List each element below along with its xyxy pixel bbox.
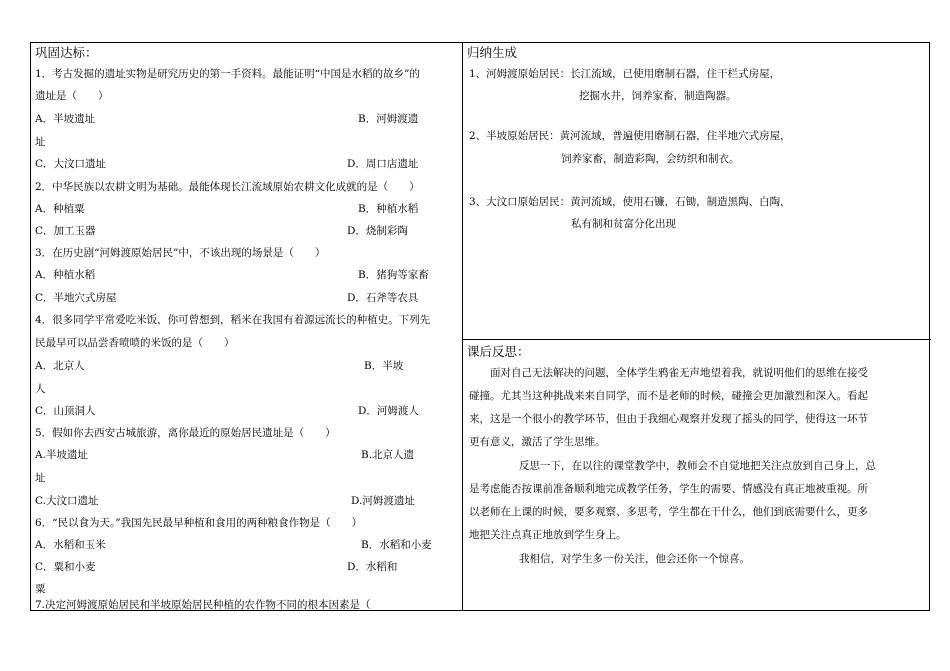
question-6-stem: 6．“民以食为天。”我国先民最早种植和食用的两种粮食作物是（ ） xyxy=(35,517,363,529)
summary-heading: 归纳生成 xyxy=(467,45,518,60)
question-2-stem: 2．中华民族以农耕文明为基础。最能体现长江流域原始农耕文化成就的是（ ） xyxy=(35,181,420,193)
q2-option-d: D．烧制彩陶 xyxy=(347,225,408,237)
summary-item-1: 1、河姆渡原始居民：长江流域，已使用磨制石器，住干栏式房屋， xyxy=(469,68,781,80)
question-7-stem: 7.决定河姆渡原始居民和半坡原始居民种植的农作物不同的根本因素是（ xyxy=(35,599,371,611)
summary-item-1-cont: 挖掘水井，饲养家畜，制造陶器。 xyxy=(579,90,737,102)
reflection-line-3: 来，这是一个很小的教学环节，但由于我细心观察并发现了摇头的同学，使得这一环节 xyxy=(469,413,868,425)
reflection-line-2: 碰撞。尤其当这种挑战来来自同学，而不是老师的时候，碰撞会更加激烈和深入。看起 xyxy=(469,390,868,402)
q1-option-b-wrap: 址 xyxy=(35,136,46,148)
q2-option-c: C．加工玉器 xyxy=(35,225,96,237)
reflection-line-7: 以老师在上课的时候，要多观察、多思考，学生都在干什么，他们到底需要什么，更多 xyxy=(469,506,868,518)
question-5-stem: 5．假如你去西安古城旅游，离你最近的原始居民遗址是（ ） xyxy=(35,427,336,439)
q6-option-c: C．粟和小麦 xyxy=(35,561,96,573)
reflection-line-1: 面对自己无法解决的问题，全体学生鸦雀无声地望着我，就说明他们的思维在接受 xyxy=(490,367,868,379)
reflection-line-4: 更有意义，激活了学生思维。 xyxy=(469,436,606,448)
q1-option-b: B．河姆渡遗 xyxy=(358,113,419,125)
q3-option-d: D．石斧等农具 xyxy=(347,292,419,304)
q5-option-b-wrap: 址 xyxy=(35,472,46,484)
q5-option-c: C.大汶口遗址 xyxy=(35,495,99,507)
q4-option-c: C．山顶洞人 xyxy=(35,405,96,417)
worksheet-table xyxy=(30,42,930,611)
reflection-heading: 课后反思： xyxy=(467,344,530,359)
question-3-stem: 3．在历史剧“河姆渡原始居民”中，不该出现的场景是（ ） xyxy=(35,247,326,259)
q4-option-b-wrap: 人 xyxy=(35,383,46,395)
question-4-stem-cont: 民最早可以品尝香喷喷的米饭的是（ ） xyxy=(35,337,235,349)
summary-item-2-cont: 饲养家畜，制造彩陶，会纺织和制衣。 xyxy=(561,153,740,165)
q5-option-b: B.北京人遗 xyxy=(361,449,415,461)
reflection-line-8: 地把关注点真正地放到学生身上。 xyxy=(469,529,627,541)
summary-item-2: 2、半坡原始居民：黄河流域，普遍使用磨制石器，住半地穴式房屋， xyxy=(469,130,791,142)
q2-option-b: B．种植水稻 xyxy=(358,203,419,215)
question-1-stem-cont: 遗址是（ ） xyxy=(35,90,109,102)
reflection-line-5: 反思一下，在以往的课堂教学中，教师会不自觉地把关注点放到自己身上，总 xyxy=(519,460,876,472)
q4-option-a: A．北京人 xyxy=(35,360,85,372)
summary-item-3: 3、大汶口原始居民：黄河流域，使用石镰，石锄，制造黑陶、白陶， xyxy=(469,196,791,208)
q4-option-b: B．半坡 xyxy=(364,360,404,372)
row-divider xyxy=(462,339,931,340)
q1-option-a: A．半坡遗址 xyxy=(35,113,96,125)
q3-option-a: A．种植水稻 xyxy=(35,269,96,281)
q6-option-d: D．水稻和 xyxy=(347,561,398,573)
column-divider xyxy=(462,43,463,610)
q2-option-a: A．种植粟 xyxy=(35,203,85,215)
q4-option-d: D．河姆渡人 xyxy=(358,405,419,417)
q5-option-a: A.半坡遗址 xyxy=(35,449,88,461)
q6-option-b: B．水稻和小麦 xyxy=(361,539,432,551)
q6-option-a: A．水稻和玉米 xyxy=(35,539,106,551)
summary-item-3-cont: 私有制和贫富分化出现 xyxy=(571,218,676,230)
consolidation-heading: 巩固达标： xyxy=(35,45,98,60)
q5-option-d: D.河姆渡遗址 xyxy=(351,495,415,507)
q1-option-d: D．周口店遗址 xyxy=(347,158,419,170)
q3-option-c: C．半地穴式房屋 xyxy=(35,292,117,304)
q6-option-d-wrap: 粟 xyxy=(35,583,46,595)
q3-option-b: B．猪狗等家畜 xyxy=(358,269,429,281)
reflection-line-9: 我相信，对学生多一份关注，他会还你一个惊喜。 xyxy=(519,553,750,565)
q1-option-c: C．大汶口遗址 xyxy=(35,158,107,170)
question-4-stem: 4．很多同学平常爱吃米饭，你可曾想到，稻米在我国有着源远流长的种植史。下列先 xyxy=(35,314,431,326)
question-1-stem: 1．考古发掘的遗址实物是研究历史的第一手资料。最能证明“中国是水稻的故乡”的 xyxy=(35,68,420,80)
reflection-line-6: 是考虑能否按课前准备顺利地完成教学任务，学生的需要、情感没有真正地被重视。所 xyxy=(469,483,868,495)
